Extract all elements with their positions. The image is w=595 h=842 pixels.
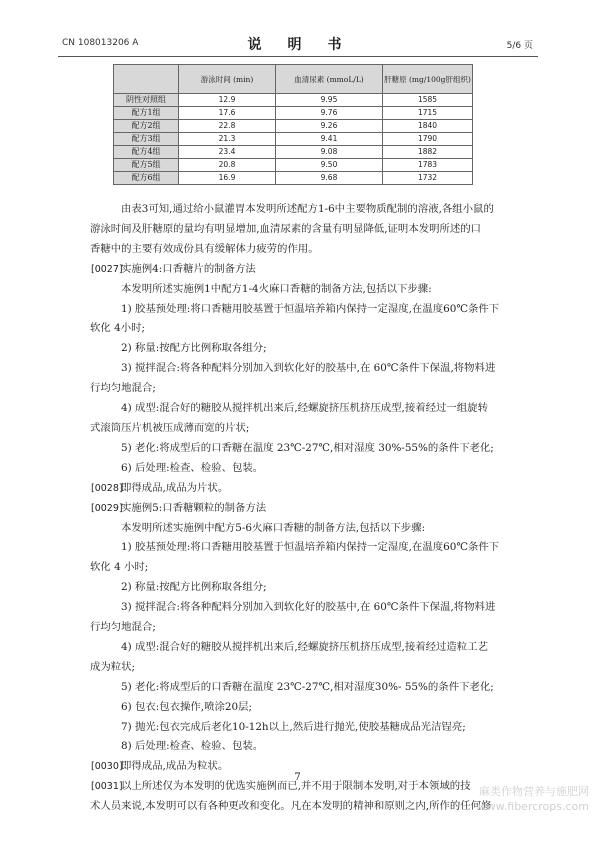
text-line	[90, 658, 540, 678]
line-text: 术人员来说,本发明可以有各种更改和变化。凡在本发明的精神和原则之内,所作的任何修	[90, 800, 492, 813]
line-text: 以上所述仅为本发明的优选实施例而已,并不用于限制本发明,对于本领域的技	[121, 780, 471, 793]
watermark-line: 麻类作物营养与施肥网	[479, 785, 589, 798]
text-line	[90, 598, 540, 618]
text-line	[90, 220, 540, 240]
header-divider	[58, 56, 538, 57]
value-cell: 1882	[383, 146, 473, 159]
text-line	[90, 319, 540, 339]
group-label-cell: 配方1组	[114, 107, 179, 120]
text-line	[90, 678, 540, 698]
table-row	[114, 107, 473, 120]
table-header-row	[114, 65, 473, 94]
line-text: 软化 4 小时;	[90, 561, 149, 574]
line-text: 3) 搅拌混合:将各种配料分别加入到软化好的胶基中,在 60℃条件下保温,将物料进	[121, 362, 496, 375]
line-text: 即得成品,成品为粒状。	[121, 760, 229, 773]
value-cell: 1732	[383, 172, 473, 185]
table-header-cell: 游泳时间 (min)	[179, 65, 276, 94]
text-line	[90, 698, 540, 718]
document-title: 说 明 书	[247, 37, 348, 53]
table-row	[114, 146, 473, 159]
group-label-cell: 配方4组	[114, 146, 179, 159]
paragraph-number: [0030]	[91, 761, 123, 773]
text-line	[90, 419, 540, 439]
text-line	[90, 499, 540, 519]
line-text: 2) 称量:按配方比例称取各组分;	[121, 342, 267, 355]
value-cell: 22.8	[179, 120, 276, 133]
line-text: 2) 称量:按配方比例称取各组分;	[121, 581, 267, 594]
paragraph-number: [0028]	[91, 482, 123, 494]
value-cell: 20.8	[179, 159, 276, 172]
text-line	[90, 280, 540, 300]
line-text: 4) 成型:混合好的糖胶从搅拌机出来后,经螺旋挤压机挤压成型,接着经过一组旋转	[121, 402, 488, 415]
line-text: 6) 后处理:检查、检验、包装。	[121, 461, 264, 474]
line-text: 7) 抛光:包衣完成后老化10-12h以上,然后进行抛光,使胶基糖成品光洁锃亮;	[121, 720, 466, 733]
value-cell: 1790	[383, 133, 473, 146]
value-cell: 16.9	[179, 172, 276, 185]
line-text: 香糖中的主要有效成份具有缓解体力疲劳的作用。	[90, 242, 319, 255]
text-line	[90, 519, 540, 539]
value-cell: 21.3	[179, 133, 276, 146]
value-cell: 23.4	[179, 146, 276, 159]
value-cell: 12.9	[179, 94, 276, 107]
watermark-line: www.fibercrops.com	[477, 800, 589, 813]
text-line	[90, 618, 540, 638]
line-text: 行均匀地混合;	[90, 382, 156, 395]
text-line	[90, 359, 540, 379]
text-line	[90, 578, 540, 598]
line-text: 式滚筒压片机被压成薄而宽的片状;	[90, 421, 250, 434]
text-line	[90, 459, 540, 479]
text-line	[90, 339, 540, 359]
paragraph-number: [0031]	[91, 781, 123, 793]
table-row	[114, 133, 473, 146]
value-cell: 1840	[383, 120, 473, 133]
text-line	[90, 439, 540, 459]
line-text: 游泳时间及肝糖原的量均有明显增加,血清尿素的含量有明显降低,证明本发明所述的口	[90, 222, 482, 235]
value-cell: 9.50	[276, 159, 383, 172]
group-label-cell: 配方3组	[114, 133, 179, 146]
line-text: 3) 搅拌混合:将各种配料分别加入到软化好的胶基中,在 60℃条件下保温,将物料进	[121, 601, 496, 614]
value-cell: 9.26	[276, 120, 383, 133]
text-line	[90, 240, 540, 260]
table-row	[114, 94, 473, 107]
paragraph-number: [0029]	[91, 502, 123, 514]
text-line	[90, 379, 540, 399]
document-number: CN 108013206 A	[62, 38, 139, 48]
text-line	[90, 638, 540, 658]
value-cell: 17.6	[179, 107, 276, 120]
text-line	[90, 300, 540, 320]
results-table	[113, 64, 473, 185]
value-cell: 9.41	[276, 133, 383, 146]
table-header-cell: 肝糖原 (mg/100g肝组织)	[383, 65, 473, 94]
value-cell: 9.08	[276, 146, 383, 159]
value-cell: 1715	[383, 107, 473, 120]
value-cell: 9.95	[276, 94, 383, 107]
text-line	[90, 538, 540, 558]
paragraph-number: [0027]	[91, 263, 123, 275]
value-cell: 1783	[383, 159, 473, 172]
line-text: 5) 老化:将成型后的口香糖在温度 23℃-27℃,相对湿度30%- 55%的条件下老化;	[121, 680, 494, 693]
line-text: 6) 包衣:包衣操作,喷涂20层;	[121, 700, 253, 713]
text-line	[90, 260, 540, 280]
line-text: 行均匀地混合;	[90, 621, 156, 634]
line-text: 软化 4小时;	[90, 322, 145, 335]
value-cell: 9.76	[276, 107, 383, 120]
line-text: 1) 胶基预处理:将口香糖用胶基置于恒温培养箱内保持一定湿度,在温度60℃条件下	[121, 541, 500, 554]
group-label-cell: 阴性对照组	[114, 94, 179, 107]
page-number: 7	[294, 772, 301, 783]
text-line	[90, 200, 540, 220]
line-text: 1) 胶基预处理:将口香糖用胶基置于恒温培养箱内保持一定湿度,在温度60℃条件下	[121, 302, 500, 315]
table-row	[114, 159, 473, 172]
watermark	[478, 784, 589, 814]
text-line	[90, 718, 540, 738]
text-line	[90, 737, 540, 757]
page-header	[0, 34, 595, 54]
page-indicator: 5/6 页	[506, 41, 533, 51]
table-row	[114, 120, 473, 133]
group-label-cell: 配方6组	[114, 172, 179, 185]
value-cell: 9.68	[276, 172, 383, 185]
value-cell: 1585	[383, 94, 473, 107]
table-header-cell	[114, 65, 179, 94]
line-text: 成为粒状;	[90, 660, 136, 673]
line-text: 由表3可知,通过给小鼠灌胃本发明所述配方1-6中主要物质配制的溶液,各组小鼠的	[121, 203, 494, 215]
line-text: 8) 后处理:检查、检验、包装。	[121, 740, 264, 753]
document-body	[90, 200, 540, 817]
line-text: 本发明所述实施例中配方5-6火麻口香糖的制备方法,包括以下步骤:	[121, 521, 426, 534]
text-line	[90, 797, 540, 817]
text-line	[90, 399, 540, 419]
line-text: 4) 成型:混合好的糖胶从搅拌机出来后,经螺旋挤压机挤压成型,接着经过造粒工艺	[121, 640, 488, 653]
line-text: 实施例4:口香糖片的制备方法	[121, 262, 256, 275]
text-line	[90, 558, 540, 578]
line-text: 即得成品,成品为片状。	[121, 481, 229, 494]
line-text: 本发明所述实施例1中配方1-4火麻口香糖的制备方法,包括以下步骤:	[121, 282, 432, 295]
group-label-cell: 配方2组	[114, 120, 179, 133]
table-row	[114, 172, 473, 185]
group-label-cell: 配方5组	[114, 159, 179, 172]
line-text: 实施例5:口香糖颗粒的制备方法	[121, 501, 267, 514]
table-header-cell: 血清尿素 (mmoL/L)	[276, 65, 383, 94]
text-line	[90, 479, 540, 499]
line-text: 5) 老化:将成型后的口香糖在温度 23℃-27℃,相对湿度 30%-55%的条件下老化;	[121, 441, 494, 454]
